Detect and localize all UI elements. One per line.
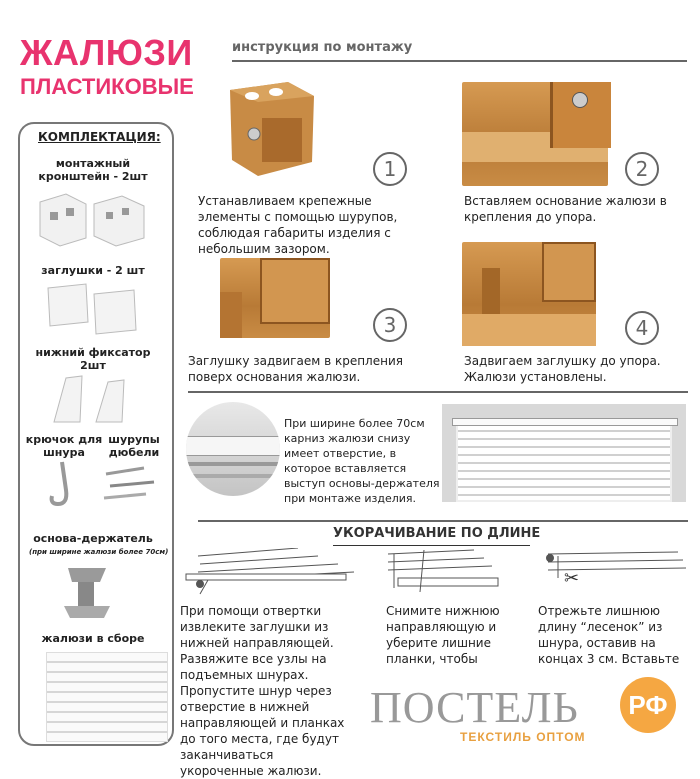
step2-text: Вставляем основание жалюзи в крепления до упора.	[464, 194, 667, 224]
assembled-blinds-image	[46, 652, 168, 742]
shorten-diagram-3	[538, 548, 688, 598]
kit-caps-label: заглушки - 2 шт	[41, 264, 145, 277]
step1-photo	[218, 74, 326, 184]
step3-photo	[220, 258, 330, 338]
shorten-diagram-1	[178, 548, 358, 598]
kit-bracket-label: монтажный кронштейн - 2шт	[38, 157, 148, 183]
shorten-divider	[198, 520, 688, 522]
shorten-heading-underline	[333, 545, 530, 546]
holder-circle-photo	[186, 402, 280, 496]
step2-number: 2	[625, 152, 659, 186]
step3-text: Заглушку задвигаем в крепления поверх основания жалюзи.	[188, 354, 403, 384]
window-blinds-photo	[442, 404, 686, 502]
kit-holder-note: (при ширине жалюзи более 70см)	[29, 548, 169, 556]
step1-text: Устанавливаем крепежные элементы с помощью шурупов, соблюдая габариты изделия с небольшим зазором.	[198, 194, 398, 256]
kit-assembled-label: жалюзи в сборе	[41, 632, 145, 645]
kit-clip-label: нижний фиксатор 2шт	[35, 346, 151, 372]
screws-image	[100, 460, 160, 510]
shorten-heading: УКОРАЧИВАНИЕ ПО ДЛИНЕ	[333, 526, 541, 541]
logo-badge: РФ	[620, 677, 676, 733]
bracket-image	[36, 190, 148, 250]
kit-hook-label: крючок для шнура	[25, 433, 103, 459]
clip-image	[46, 372, 146, 424]
steps-divider	[188, 391, 688, 393]
kit-heading: КОМПЛЕКТАЦИЯ:	[38, 130, 161, 144]
step4-number: 4	[625, 311, 659, 345]
logo-text: ПОСТЕЛЬ	[370, 683, 579, 732]
shorten-step3-text: Отрежьте лишнюю длину “лесенок” из шнура, оставив на концах 3 см. Вставьте	[538, 604, 680, 666]
shorten-step1-text: При помощи отвертки извлеките заглушки из нижней направляющей. Развяжите все узлы на подъемных шнурах. Пропустите шнур через отверстие в нижней направляющей и планках до того места, где будут заканчиваться укороченные жалюзи.	[180, 604, 345, 778]
logo-subtitle: ТЕКСТИЛЬ ОПТОМ	[460, 730, 586, 744]
wide-note-text: При ширине более 70см карниз жалюзи снизу имеет отверстие, в которое вставляется выступ основы-держателя при монтаже изделия.	[284, 417, 440, 505]
step2-photo	[462, 82, 608, 186]
step1-number: 1	[373, 152, 407, 186]
step3-number: 3	[373, 308, 407, 342]
svg-text:✂: ✂	[564, 568, 580, 589]
title-line2: ПЛАСТИКОВЫЕ	[20, 74, 194, 99]
shorten-step2-text: Снимите нижнюю направляющую и уберите лишние планки, чтобы	[386, 604, 500, 666]
shorten-diagram-2	[384, 548, 502, 598]
subtitle: инструкция по монтажу	[232, 40, 413, 55]
header-divider	[232, 60, 687, 62]
hook-image	[44, 460, 84, 510]
kit-screws-label: шурупы дюбели	[108, 433, 160, 459]
step4-photo	[462, 242, 596, 346]
title-line1: ЖАЛЮЗИ	[20, 32, 193, 73]
holder-image	[58, 564, 118, 620]
step4-text: Задвигаем заглушку до упора. Жалюзи установлены.	[464, 354, 661, 384]
kit-holder-label: основа-держатель	[33, 532, 153, 545]
caps-image	[44, 282, 144, 337]
